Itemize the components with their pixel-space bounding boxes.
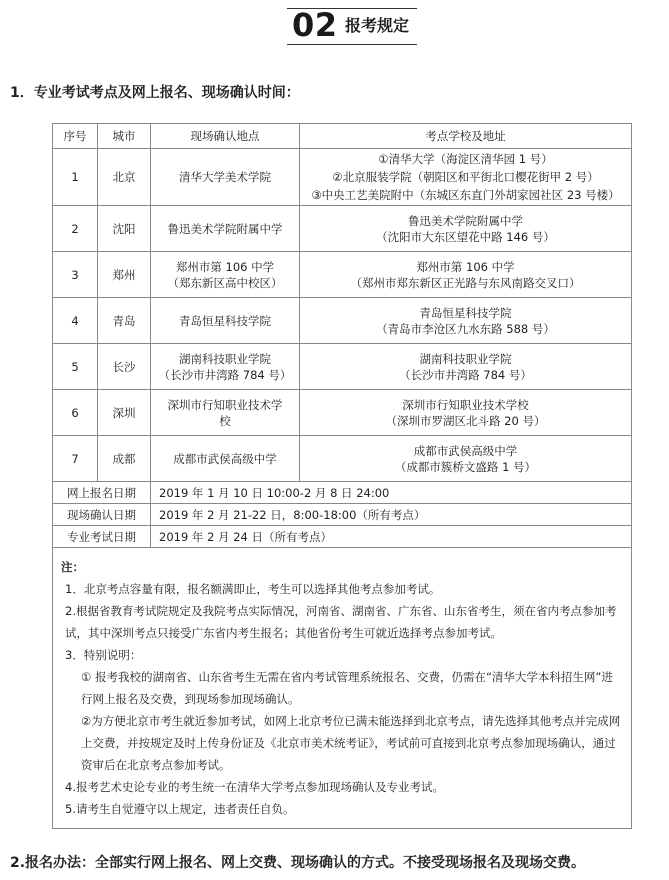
row-no: 7	[53, 436, 98, 482]
table-header-row	[53, 124, 632, 149]
table-row	[53, 206, 632, 252]
section-number: 02	[292, 6, 338, 44]
confirm-line: 鲁迅美术学院附属中学	[167, 221, 283, 236]
section2-heading: 2.报名办法：全部实行网上报名、网上交费、现场确认的方式。不接受现场报名及现场交费。	[10, 855, 586, 871]
exam-line: （郑州市郑东新区正光路与东风南路交叉口）	[350, 275, 581, 290]
exam-line: （沈阳市大东区望花中路 146 号）	[376, 229, 555, 244]
exam-date-value: 2019 年 2 月 24 日（所有考点）	[151, 526, 632, 548]
exam-line: 湖南科技职业学院	[419, 351, 512, 366]
row-city: 深圳	[98, 390, 151, 436]
section-title: 报考规定	[345, 16, 410, 35]
notes-cell	[53, 548, 632, 829]
note-item: ① 报考我校的湖南省、山东省考生无需在省内考试管理系统报名、交费，仍需在“清华大学本科招生网”进行网上报名及交费，到现场参加现场确认。	[81, 670, 613, 706]
section1-heading: 1．专业考试考点及网上报名、现场确认时间：	[10, 85, 300, 101]
exam-line: ②北京服装学院（朝阳区和平街北口樱花街甲 2 号）	[332, 170, 599, 184]
col-header-no: 序号	[53, 124, 98, 149]
row-confirm	[151, 298, 300, 344]
exam-line: 成都市武侯高级中学	[413, 443, 518, 458]
confirm-line: 青岛恒星科技学院	[179, 313, 271, 328]
row-exam	[300, 206, 632, 252]
row-city: 长沙	[98, 344, 151, 390]
confirm-line: 湖南科技职业学院	[179, 351, 271, 366]
row-confirm	[151, 206, 300, 252]
row-city: 青岛	[98, 298, 151, 344]
confirm-line: 校	[219, 413, 231, 428]
header-rule-bottom	[287, 44, 417, 45]
row-confirm	[151, 149, 300, 206]
confirm-line: 清华大学美术学院	[179, 170, 271, 184]
exam-line: （成都市簇桥文盛路 1 号）	[394, 459, 537, 474]
note-item: 4.报考艺术史论专业的考生统一在清华大学考点参加现场确认及专业考试。	[65, 780, 444, 794]
row-city: 沈阳	[98, 206, 151, 252]
row-exam	[300, 344, 632, 390]
row-no: 5	[53, 344, 98, 390]
exam-line: （深圳市罗湖区北斗路 20 号）	[385, 413, 546, 428]
table-row	[53, 436, 632, 482]
row-no: 2	[53, 206, 98, 252]
col-header-exam: 考点学校及地址	[300, 124, 632, 149]
table-row	[53, 504, 632, 526]
exam-line: （长沙市井湾路 784 号）	[399, 367, 532, 382]
online-registration-label: 网上报名日期	[53, 482, 151, 504]
row-exam	[300, 149, 632, 206]
table-row	[53, 252, 632, 298]
exam-line: （青岛市李沧区九水东路 588 号）	[376, 321, 555, 336]
col-header-confirm: 现场确认地点	[151, 124, 300, 149]
row-exam	[300, 390, 632, 436]
exam-line: 郑州市第 106 中学	[416, 259, 515, 274]
confirm-line: 深圳市行知职业技术学	[167, 397, 283, 412]
confirm-line: （长沙市井湾路 784 号）	[158, 367, 292, 382]
table-row	[53, 482, 632, 504]
notes-row	[53, 548, 632, 829]
onsite-confirm-value: 2019 年 2 月 21-22 日，8:00-18:00（所有考点）	[151, 504, 632, 526]
note-item: ②为方便北京市考生就近参加考试，如网上北京考位已满未能选择到北京考点，请先选择其他考点并完成网上交费，并按规定及时上传身份证及《北京市美术统考证》，考试前可直接到北京考点参加现场确认，通过资审后在北京考点参加考试。	[81, 714, 621, 772]
online-registration-value: 2019 年 1 月 10 日 10:00-2 月 8 日 24:00	[151, 482, 632, 504]
exam-line: 深圳市行知职业技术学校	[402, 397, 529, 412]
note-item: 5.请考生自觉遵守以上规定，违者责任自负。	[65, 802, 295, 816]
confirm-line: 成都市武侯高级中学	[173, 451, 277, 466]
row-exam	[300, 436, 632, 482]
note-item: 1．北京考点容量有限，报名额满即止，考生可以选择其他考点参加考试。	[65, 582, 441, 596]
exam-line: ③中央工艺美院附中（东城区东直门外胡家园社区 23 号楼）	[311, 188, 620, 202]
row-confirm	[151, 252, 300, 298]
exam-line: 鲁迅美术学院附属中学	[408, 213, 523, 228]
exam-date-label: 专业考试日期	[53, 526, 151, 548]
table-row	[53, 298, 632, 344]
confirm-line: 郑州市第 106 中学	[175, 259, 275, 274]
col-header-city: 城市	[98, 124, 151, 149]
row-exam	[300, 252, 632, 298]
table-row	[53, 149, 632, 206]
row-confirm	[151, 344, 300, 390]
note-item: 2.根据省教育考试院规定及我院考点实际情况，河南省、湖南省、广东省、山东省考生，须在省内考点参加考试，其中深圳考点只接受广东省内考生报名；其他省份考生可就近选择考点参加考试。	[65, 604, 617, 640]
row-confirm	[151, 390, 300, 436]
note-item: 3．特别说明：	[65, 648, 142, 662]
exam-line: ①清华大学（海淀区清华园 1 号）	[378, 152, 553, 166]
table-row	[53, 344, 632, 390]
table-row	[53, 390, 632, 436]
row-confirm	[151, 436, 300, 482]
section-header	[0, 8, 669, 44]
row-city: 郑州	[98, 252, 151, 298]
row-no: 1	[53, 149, 98, 206]
table-row	[53, 526, 632, 548]
exam-sites-table	[52, 123, 632, 829]
notes-title: 注：	[61, 560, 84, 574]
exam-line: 青岛恒星科技学院	[419, 305, 512, 320]
row-no: 3	[53, 252, 98, 298]
row-city: 北京	[98, 149, 151, 206]
row-no: 4	[53, 298, 98, 344]
onsite-confirm-label: 现场确认日期	[53, 504, 151, 526]
row-city: 成都	[98, 436, 151, 482]
row-no: 6	[53, 390, 98, 436]
confirm-line: （郑东新区高中校区）	[167, 275, 283, 290]
row-exam	[300, 298, 632, 344]
